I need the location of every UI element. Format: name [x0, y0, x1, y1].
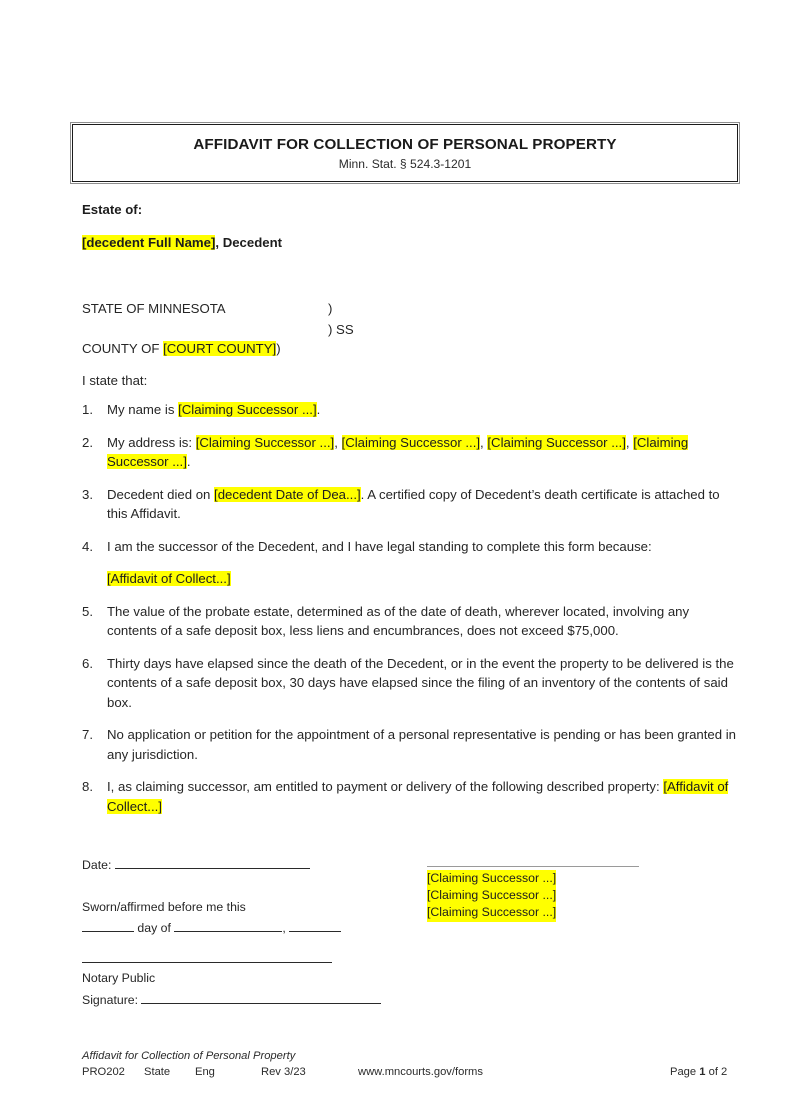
list-item-number: 6.	[82, 655, 93, 671]
claimant-line	[427, 870, 556, 887]
list-item	[82, 485, 742, 524]
list-item-text: I am the successor of the Decedent, and I have legal standing to complete this form because:	[107, 538, 652, 554]
list-item-text: Decedent died on	[107, 486, 215, 502]
day-input-line[interactable]	[82, 931, 134, 932]
claimant-line	[427, 904, 556, 921]
date-label: Date:	[82, 858, 115, 872]
list-item-text: No application or petition for the appointment of a personal representative is pending or has been granted in any jurisdiction.	[107, 727, 737, 762]
footer-language: Eng	[195, 1066, 215, 1078]
court-county-placeholder[interactable]: [COURT COUNTY]	[163, 341, 277, 356]
notary-public-label: Notary Public	[82, 971, 156, 985]
document-title-box	[72, 124, 738, 182]
venue-county-line	[82, 341, 281, 356]
statements-list	[82, 400, 742, 830]
notary-signature-line[interactable]	[82, 962, 332, 963]
estate-label: Estate of:	[82, 202, 143, 217]
list-item	[82, 725, 742, 764]
sworn-date-row	[82, 921, 341, 935]
page-current: 1	[699, 1066, 706, 1078]
described-property-placeholder[interactable]: [Affidavit of Collect...]	[107, 779, 729, 814]
venue-paren-ss: ) SS	[328, 322, 354, 337]
legal-standing-placeholder[interactable]: [Affidavit of Collect...]	[107, 571, 231, 587]
venue-state-line: STATE OF MINNESOTA	[82, 301, 226, 316]
list-item	[82, 400, 742, 420]
decedent-suffix: , Decedent	[215, 235, 283, 250]
list-item-number: 7.	[82, 727, 93, 743]
list-item-text-tail: . A certified copy of Decedent’s death certificate is attached to this Affidavit.	[107, 486, 720, 522]
list-item	[82, 602, 742, 641]
page-prefix: Page	[670, 1066, 700, 1078]
list-item	[82, 537, 742, 589]
claiming-successor-name-placeholder[interactable]: [Claiming Successor ...]	[178, 402, 317, 417]
list-item-number: 2.	[82, 434, 93, 450]
month-input-line[interactable]	[174, 931, 282, 932]
footer-scope: State	[144, 1066, 171, 1078]
list-item-text: The value of the probate estate, determined as of the date of death, wherever located, involving any contents of a safe deposit box, less liens and encumbrances, does not exceed $75,000.	[107, 603, 690, 639]
list-item-text-tail: .	[186, 454, 191, 470]
claiming-successor-signature-name[interactable]: [Claiming Successor ...]	[427, 870, 556, 887]
list-item	[82, 654, 742, 713]
page-title: AFFIDAVIT FOR COLLECTION OF PERSONAL PROPERTY	[193, 136, 617, 153]
day-comma: ,	[282, 921, 286, 935]
decedent-date-of-death-placeholder[interactable]: [decedent Date of Dea...]	[214, 486, 361, 502]
list-item-text: I, as claiming successor, am entitled to payment or delivery of the following described property:	[107, 779, 664, 795]
page-suffix: of 2	[705, 1066, 728, 1078]
list-item-text-tail: .	[316, 402, 321, 417]
sworn-affirmed-label: Sworn/affirmed before me this	[82, 900, 246, 914]
list-item-text: Thirty days have elapsed since the death of the Decedent, or in the event the property to be delivered is the contents of a safe deposit box, 30 days have elapsed since the filing of an inventory of the contents of said box.	[107, 655, 734, 710]
claiming-successor-address-placeholder[interactable]: [Claiming Successor ...]	[195, 434, 335, 450]
claiming-successor-signature-city[interactable]: [Claiming Successor ...]	[427, 904, 556, 921]
claiming-successor-city-placeholder[interactable]: [Claiming Successor ...]	[341, 434, 481, 450]
separator: ,	[480, 434, 488, 450]
list-item-number: 1.	[82, 402, 93, 417]
day-of-label: day of	[137, 921, 171, 935]
decedent-name-placeholder[interactable]: [decedent Full Name]	[82, 235, 216, 250]
statute-citation: Minn. Stat. § 524.3-1201	[338, 157, 472, 172]
claimant-signature-line[interactable]	[427, 866, 639, 867]
estate-decedent-line	[82, 235, 282, 250]
list-item-text: My name is	[107, 402, 179, 417]
footer-page-number	[670, 1066, 727, 1078]
list-item-number: 5.	[82, 603, 93, 619]
claimant-line	[427, 887, 556, 904]
claimant-identity-block	[427, 870, 556, 922]
date-input-line[interactable]	[115, 868, 310, 869]
list-item-number: 8.	[82, 779, 93, 795]
year-input-line[interactable]	[289, 931, 341, 932]
footer-url[interactable]: www.mncourts.gov/forms	[358, 1066, 483, 1078]
claiming-successor-zip-placeholder[interactable]: [Claiming Successor ...]	[107, 434, 689, 470]
list-item-subline	[107, 569, 742, 589]
list-item-number: 4.	[82, 538, 93, 554]
venue-county-prefix: COUNTY OF	[82, 341, 164, 356]
signature-label: Signature:	[82, 993, 142, 1007]
list-item	[82, 433, 742, 472]
notary-signature-input-line[interactable]	[141, 1003, 381, 1004]
statement-intro: I state that:	[82, 373, 148, 388]
footer-form-code: PRO202	[82, 1066, 125, 1078]
notary-signature-row	[82, 993, 381, 1007]
footer-meta-row: PRO202 State Eng Rev 3/23	[82, 1066, 306, 1078]
list-item-number: 3.	[82, 486, 93, 502]
separator: ,	[334, 434, 342, 450]
separator: ,	[625, 434, 634, 450]
list-item-text: My address is:	[107, 434, 196, 450]
venue-county-suffix: )	[276, 341, 281, 356]
claiming-successor-state-placeholder[interactable]: [Claiming Successor ...]	[487, 434, 626, 450]
date-field-row	[82, 858, 310, 872]
claiming-successor-signature-address[interactable]: [Claiming Successor ...]	[427, 887, 556, 904]
footer-form-title: Affidavit for Collection of Personal Property	[82, 1050, 296, 1062]
list-item	[82, 777, 742, 816]
venue-paren-top: )	[328, 301, 333, 316]
